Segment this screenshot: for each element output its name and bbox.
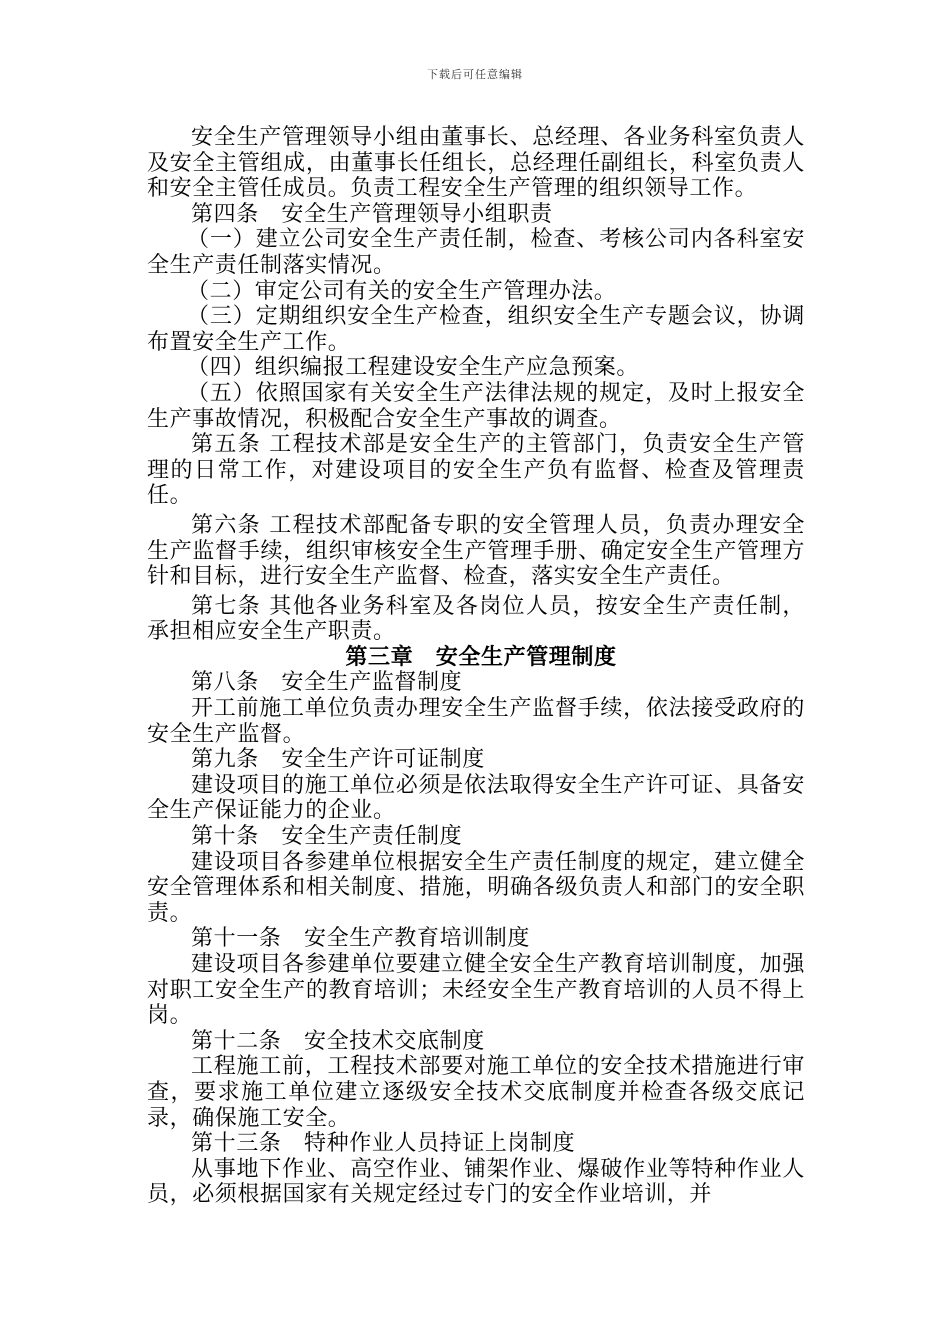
paragraph-leadership-group: 安全生产管理领导小组由董事长、总经理、各业务科室负责人及安全主管组成，由董事长任组长，总经理任副组长，科室负责人和安全主管任成员。负责工程安全生产管理的组织领导工作。 (147, 125, 805, 202)
article-4-item-5: （五）依照国家有关安全生产法律法规的规定，及时上报安全生产事故情况，积极配合安全生产事故的调查。 (147, 380, 805, 432)
article-6: 第六条 工程技术部配备专职的安全管理人员，负责办理安全生产监督手续，组织审核安全生产管理手册、确定安全生产管理方针和目标，进行安全生产监督、检查，落实安全生产责任。 (147, 512, 805, 590)
article-13-heading: 第十三条 特种作业人员持证上岗制度 (191, 1131, 576, 1157)
article-10-heading: 第十条 安全生产责任制度 (191, 824, 463, 850)
chapter-3-title: 第三章 安全生产管理制度 (345, 643, 617, 670)
article-4-item-2: （二）审定公司有关的安全生产管理办法。 (187, 278, 617, 304)
article-10-body: 建设项目各参建单位根据安全生产责任制度的规定，建立健全安全管理体系和相关制度、措施，明确各级负责人和部门的安全职责。 (147, 849, 805, 926)
article-11-body: 建设项目各参建单位要建立健全安全生产教育培训制度，加强对职工安全生产的教育培训；未经安全生产教育培训的人员不得上岗。 (147, 952, 805, 1029)
article-4-heading: 第四条 安全生产管理领导小组职责 (191, 201, 553, 227)
article-5: 第五条 工程技术部是安全生产的主管部门，负责安全生产管理的日常工作，对建设项目的安全生产负有监督、检查及管理责任。 (147, 432, 805, 509)
page-header-note: 下载后可任意编辑 (427, 68, 523, 81)
article-12-heading: 第十二条 安全技术交底制度 (191, 1028, 485, 1054)
article-8-heading: 第八条 安全生产监督制度 (191, 670, 463, 696)
article-4-item-3: （三）定期组织安全生产检查，组织安全生产专题会议，协调布置安全生产工作。 (147, 304, 805, 355)
article-9-body: 建设项目的施工单位必须是依法取得安全生产许可证、具备安全生产保证能力的企业。 (147, 772, 805, 824)
article-4-item-4: （四）组织编报工程建设安全生产应急预案。 (187, 355, 640, 381)
document-body (147, 125, 805, 1208)
article-9-heading: 第九条 安全生产许可证制度 (191, 747, 485, 773)
article-11-heading: 第十一条 安全生产教育培训制度 (191, 926, 531, 952)
article-8-body: 开工前施工单位负责办理安全生产监督手续，依法接受政府的安全生产监督。 (147, 696, 805, 747)
article-4-item-1: （一）建立公司安全生产责任制，检查、考核公司内各科室安全生产责任制落实情况。 (147, 227, 805, 278)
article-12-body: 工程施工前，工程技术部要对施工单位的安全技术措施进行审查，要求施工单位建立逐级安全技术交底制度并检查各级交底记录，确保施工安全。 (147, 1054, 805, 1131)
article-7: 第七条 其他各业务科室及各岗位人员，按安全生产责任制，承担相应安全生产职责。 (147, 593, 805, 645)
article-13-body: 从事地下作业、高空作业、铺架作业、爆破作业等特种作业人员，必须根据国家有关规定经过专门的安全作业培训，并 (147, 1156, 805, 1208)
